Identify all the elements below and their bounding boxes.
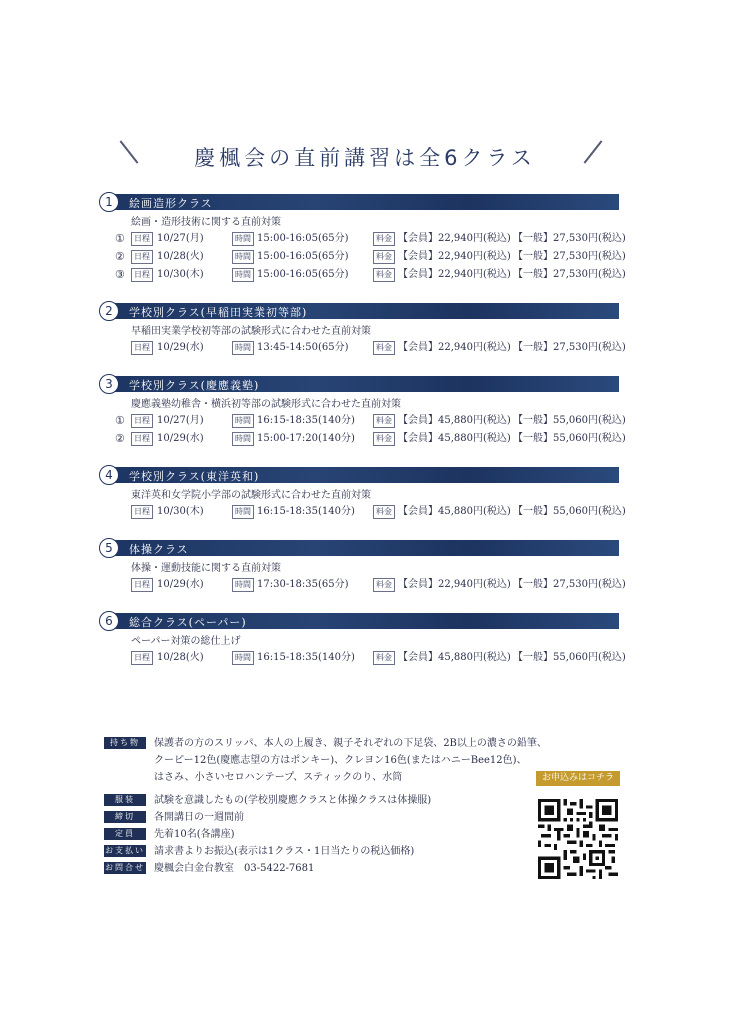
section-description: 体操・運動技能に関する直前対策 — [131, 563, 281, 574]
apply-label: お申込みはコチラ — [536, 771, 620, 786]
schedule-row — [99, 266, 626, 284]
schedule-row — [99, 649, 626, 667]
time-tag: 時間 — [232, 414, 254, 428]
time-tag: 時間 — [232, 432, 254, 446]
time-value: 13:45-14:50(65分) — [257, 342, 349, 353]
date-value: 10/30(木) — [157, 269, 204, 280]
time-tag: 時間 — [232, 268, 254, 282]
info-label: お問合せ — [105, 863, 145, 872]
member-price: 【会員】22,940円(税込) — [398, 579, 511, 590]
price-tag: 料金 — [373, 250, 395, 264]
row-number: ① — [115, 414, 125, 427]
info-value: 試験を意識したもの(学校別慶應クラスと体操クラスは体操服) — [154, 795, 432, 806]
price-tag: 料金 — [373, 232, 395, 246]
section-title: 学校別クラス(東洋英和) — [129, 470, 260, 483]
info-block — [104, 735, 547, 877]
general-price: 【一般】27,530円(税込) — [513, 269, 626, 280]
general-price: 【一般】55,060円(税込) — [513, 415, 626, 426]
info-contact — [104, 860, 544, 877]
class-section-4 — [99, 465, 626, 521]
section-title: 学校別クラス(早稲田実業初等部) — [129, 306, 308, 319]
qr-code-icon[interactable] — [538, 799, 618, 879]
row-number: ① — [115, 232, 125, 245]
section-description: 絵画・造形技術に関する直前対策 — [131, 217, 281, 228]
class-section-3 — [99, 374, 626, 448]
price-tag: 料金 — [373, 268, 395, 282]
info-items — [104, 735, 547, 786]
date-tag: 日程 — [131, 268, 153, 282]
time-value: 15:00-16:05(65分) — [257, 269, 349, 280]
price-tag: 料金 — [373, 505, 395, 519]
general-price: 【一般】27,530円(税込) — [513, 342, 626, 353]
time-value: 15:00-17:20(140分) — [257, 433, 355, 444]
member-price: 【会員】22,940円(税込) — [398, 269, 511, 280]
info-payment — [104, 843, 544, 860]
date-tag: 日程 — [131, 432, 153, 446]
member-price: 【会員】22,940円(税込) — [398, 342, 511, 353]
time-tag: 時間 — [232, 505, 254, 519]
date-tag: 日程 — [131, 578, 153, 592]
section-description: ペーパー対策の総仕上げ — [131, 636, 241, 647]
time-value: 15:00-16:05(65分) — [257, 233, 349, 244]
general-price: 【一般】55,060円(税込) — [513, 433, 626, 444]
time-value: 16:15-18:35(140分) — [257, 652, 355, 663]
date-tag: 日程 — [131, 414, 153, 428]
info-deadline — [104, 809, 544, 826]
section-number: 3 — [99, 374, 119, 394]
date-value: 10/27(月) — [157, 415, 204, 426]
section-header — [99, 192, 619, 212]
member-price: 【会員】45,880円(税込) — [398, 415, 511, 426]
time-value: 16:15-18:35(140分) — [257, 415, 355, 426]
date-value: 10/29(水) — [157, 342, 204, 353]
section-number: 4 — [99, 465, 119, 485]
section-description: 東洋英和女学院小学部の試験形式に合わせた直前対策 — [131, 490, 371, 501]
section-title: 体操クラス — [129, 543, 189, 556]
price-tag: 料金 — [373, 578, 395, 592]
info-value: はさみ、小さいセロハンテープ、スティックのり、水筒 — [154, 772, 403, 783]
info-label: 定員 — [104, 828, 146, 840]
schedule-row — [99, 248, 626, 266]
price-tag: 料金 — [373, 432, 395, 446]
general-price: 【一般】27,530円(税込) — [513, 251, 626, 262]
info-value: 請求書よりお振込(表示は1クラス・1日当たりの税込価格) — [154, 846, 415, 857]
section-number: 6 — [99, 611, 119, 631]
section-title: 絵画造形クラス — [129, 197, 213, 210]
price-tag: 料金 — [373, 341, 395, 355]
member-price: 【会員】45,880円(税込) — [398, 506, 511, 517]
section-description: 早稲田実業学校初等部の試験形式に合わせた直前対策 — [131, 326, 371, 337]
info-value: 各開講日の一週間前 — [154, 812, 244, 823]
date-value: 10/27(月) — [157, 233, 204, 244]
info-label: お支払い — [105, 846, 145, 855]
price-tag: 料金 — [373, 414, 395, 428]
info-value: クーピー12色(慶應志望の方はポンキー)、クレヨン16色(またはハニーBee12色)、 — [154, 755, 527, 766]
section-title: 学校別クラス(慶應義塾) — [129, 379, 260, 392]
info-value: 保護者の方のスリッパ、本人の上履き、親子それぞれの下足袋、2B以上の濃さの鉛筆、 — [154, 738, 547, 749]
schedule-row — [99, 576, 626, 594]
time-tag: 時間 — [232, 341, 254, 355]
member-price: 【会員】45,880円(税込) — [398, 652, 511, 663]
time-value: 17:30-18:35(65分) — [257, 579, 349, 590]
date-tag: 日程 — [131, 250, 153, 264]
section-header — [99, 374, 619, 394]
date-value: 10/28(火) — [157, 251, 204, 262]
date-value: 10/28(火) — [157, 652, 204, 663]
section-number: 2 — [99, 301, 119, 321]
general-price: 【一般】27,530円(税込) — [513, 579, 626, 590]
info-capacity — [104, 826, 544, 843]
date-value: 10/29(水) — [157, 579, 204, 590]
info-value: 先着10名(各講座) — [154, 829, 235, 840]
schedule-row — [99, 412, 626, 430]
date-tag: 日程 — [131, 651, 153, 665]
section-header-bar — [114, 540, 619, 556]
time-tag: 時間 — [232, 250, 254, 264]
class-section-2 — [99, 301, 626, 357]
section-header — [99, 301, 619, 321]
section-title: 総合クラス(ペーパー) — [129, 616, 247, 629]
schedule-row — [99, 430, 626, 448]
section-header — [99, 538, 619, 558]
row-number: ② — [115, 250, 125, 263]
schedule-row — [99, 339, 626, 357]
schedule-row — [99, 230, 626, 248]
date-tag: 日程 — [131, 505, 153, 519]
time-value: 16:15-18:35(140分) — [257, 506, 355, 517]
member-price: 【会員】45,880円(税込) — [398, 433, 511, 444]
date-tag: 日程 — [131, 232, 153, 246]
info-clothing — [104, 792, 544, 809]
general-price: 【一般】55,060円(税込) — [513, 506, 626, 517]
row-number: ② — [115, 432, 125, 445]
class-section-1 — [99, 192, 626, 284]
general-price: 【一般】27,530円(税込) — [513, 233, 626, 244]
time-tag: 時間 — [232, 232, 254, 246]
section-number: 1 — [99, 192, 119, 212]
time-value: 15:00-16:05(65分) — [257, 251, 349, 262]
member-price: 【会員】22,940円(税込) — [398, 251, 511, 262]
price-tag: 料金 — [373, 651, 395, 665]
date-value: 10/30(木) — [157, 506, 204, 517]
date-tag: 日程 — [131, 341, 153, 355]
date-value: 10/29(水) — [157, 433, 204, 444]
info-value: 慶楓会白金台教室 03-5422-7681 — [154, 863, 315, 874]
info-label: 持ち物 — [104, 737, 146, 749]
page-title: 慶楓会の直前講習は全6クラス — [194, 146, 536, 170]
member-price: 【会員】22,940円(税込) — [398, 233, 511, 244]
section-description: 慶應義塾幼稚舎・横浜初等部の試験形式に合わせた直前対策 — [131, 399, 401, 410]
schedule-row — [99, 503, 626, 521]
class-section-6 — [99, 611, 626, 667]
info-label: 服装 — [104, 794, 146, 806]
section-header — [99, 465, 619, 485]
row-number: ③ — [115, 268, 125, 281]
general-price: 【一般】55,060円(税込) — [513, 652, 626, 663]
time-tag: 時間 — [232, 651, 254, 665]
time-tag: 時間 — [232, 578, 254, 592]
section-number: 5 — [99, 538, 119, 558]
class-section-5 — [99, 538, 626, 594]
section-header — [99, 611, 619, 631]
info-label: 締切 — [104, 811, 146, 823]
